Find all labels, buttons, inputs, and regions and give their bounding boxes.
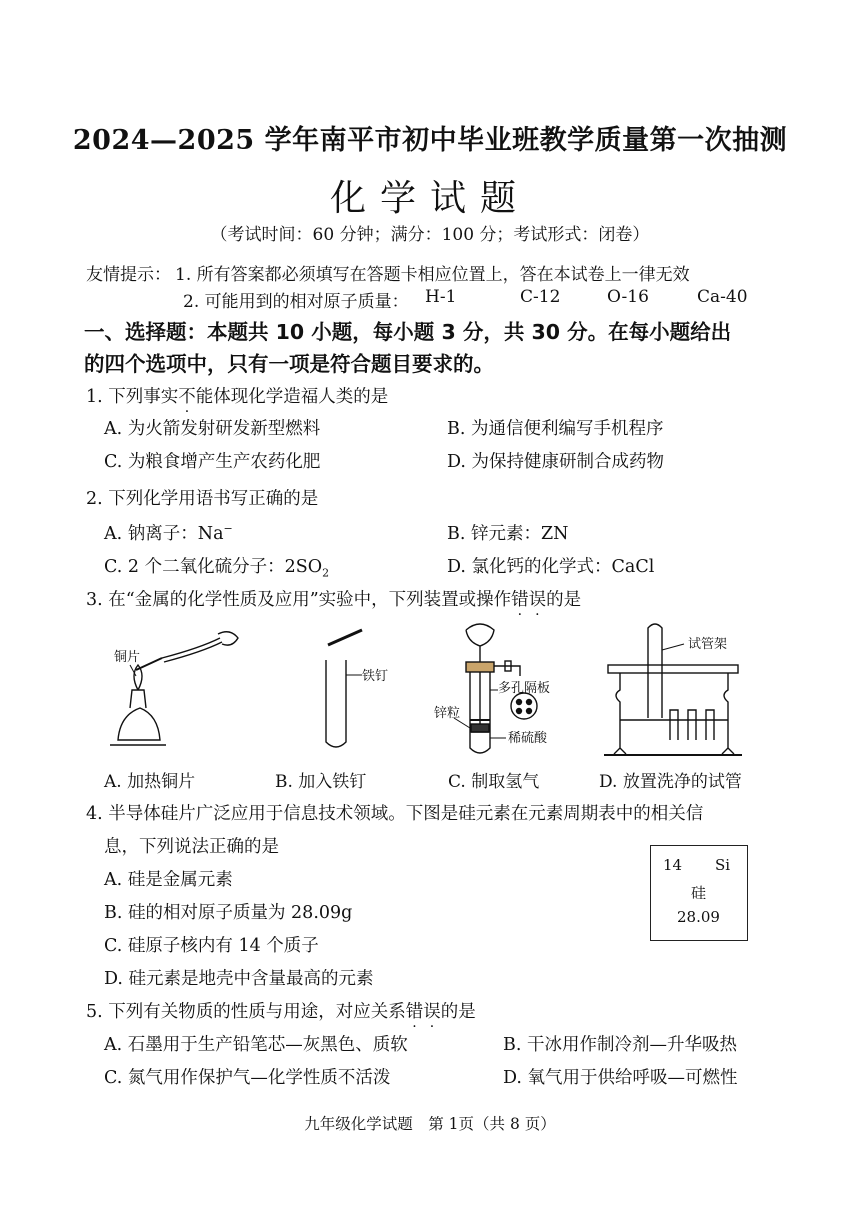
q4-option-c: C. 硅原子核内有 14 个质子 [104, 936, 319, 956]
q1-option-d: D. 为保持健康研制合成药物 [447, 452, 665, 472]
question-1-stem: 1. 下列事实不能体现化学造福人类的是 [86, 387, 389, 407]
alcohol-lamp-icon [118, 708, 160, 740]
q1-option-b: B. 为通信便利编写手机程序 [447, 419, 664, 439]
mass-c: C-12 [520, 287, 561, 307]
mass-h: H-1 [425, 287, 457, 307]
question-2-stem: 2. 下列化学用语书写正确的是 [86, 489, 319, 509]
q1-option-c: C. 为粮食增产生产农药化肥 [104, 452, 321, 472]
page-footer: 九年级化学试题 第 1页（共 8 页） [304, 1115, 556, 1133]
section-heading-line-2: 的四个选项中，只有一项是符合题目要求的。 [84, 352, 494, 376]
periodic-table-cell-silicon [650, 845, 748, 941]
q3-option-c: C. 制取氢气 [448, 772, 540, 792]
figure-b-test-tube [326, 630, 362, 747]
question-4-stem-line-2: 息，下列说法正确的是 [104, 837, 279, 857]
question-5-stem: 5. 下列有关物质的性质与用途，对应关系错误的是 [86, 1002, 476, 1022]
q4-option-a: A. 硅是金属元素 [104, 870, 233, 890]
tips-line-2: 2. 可能用到的相对原子质量： [183, 292, 409, 312]
label-rack: 试管架 [688, 637, 728, 652]
q4-option-b: B. 硅的相对原子质量为 28.09g [104, 903, 353, 923]
element-symbol: Si [715, 856, 731, 874]
q1-option-a: A. 为火箭发射研发新型燃料 [104, 419, 321, 439]
tips-label: 友情提示： [86, 265, 171, 285]
tips-line-1: 1. 所有答案都必须填写在答题卡相应位置上，答在本试卷上一律无效 [175, 265, 690, 285]
porous-plate-icon [511, 693, 537, 719]
q2-option-c: C. 2 个二氧化硫分子：$2SO_2$ [104, 557, 330, 580]
test-tube-icon [326, 660, 346, 747]
mass-o: O-16 [607, 287, 649, 307]
label-nail: 铁钉 [362, 669, 389, 684]
exam-subtitle: 化学试题 [329, 178, 530, 219]
inverted-test-tube-icon [648, 624, 662, 718]
q3-option-a: A. 加热铜片 [104, 772, 196, 792]
q5-option-d: D. 氧气用于供给呼吸—可燃性 [503, 1068, 738, 1088]
label-zinc: 锌粒 [434, 706, 461, 721]
question-3-stem: 3. 在“金属的化学性质及应用”实验中，下列装置或操作错误的是 [86, 590, 582, 610]
label-acid: 稀硫酸 [508, 731, 548, 746]
q3-option-b: B. 加入铁钉 [275, 772, 367, 792]
q2-option-b: B. 锌元素：ZN [447, 524, 569, 544]
q5-option-b: B. 干冰用作制冷剂—升华吸热 [503, 1035, 737, 1055]
nail-icon [328, 630, 362, 645]
exam-info: （考试时间：60 分钟；满分：100 分；考试形式：闭卷） [210, 225, 650, 245]
element-name: 硅 [691, 884, 707, 902]
atomic-mass: 28.09 [677, 908, 720, 926]
q3-apparatus-figures [100, 620, 780, 765]
q4-option-d: D. 硅元素是地壳中含量最高的元素 [104, 969, 374, 989]
mass-ca: Ca-40 [697, 287, 748, 307]
q5-option-a: A. 石墨用于生产铅笔芯—灰黑色、质软 [104, 1035, 408, 1055]
exam-title: 2024—2025 学年南平市初中毕业班教学质量第一次抽测 [72, 125, 788, 156]
rack-top [608, 665, 738, 673]
q2-option-d: D. 氯化钙的化学式：CaCl [447, 557, 655, 577]
q3-option-d: D. 放置洗净的试管 [599, 772, 742, 792]
q2-option-a: A. 钠离子：Na− [104, 522, 233, 544]
atomic-number: 14 [663, 856, 683, 874]
label-porous-plate: 多孔隔板 [498, 681, 551, 696]
funnel-icon [466, 624, 494, 646]
figure-a-heating-copper [110, 632, 238, 745]
label-copper: 铜片 [114, 650, 141, 665]
question-4-stem-line-1: 4. 半导体硅片广泛应用于信息技术领域。下图是硅元素在元素周期表中的相关信 [86, 804, 704, 824]
section-heading-line-1: 一、选择题：本题共 10 小题，每小题 3 分，共 30 分。在每小题给出 [84, 320, 732, 344]
q5-option-c: C. 氮气用作保护气—化学性质不活泼 [104, 1068, 391, 1088]
